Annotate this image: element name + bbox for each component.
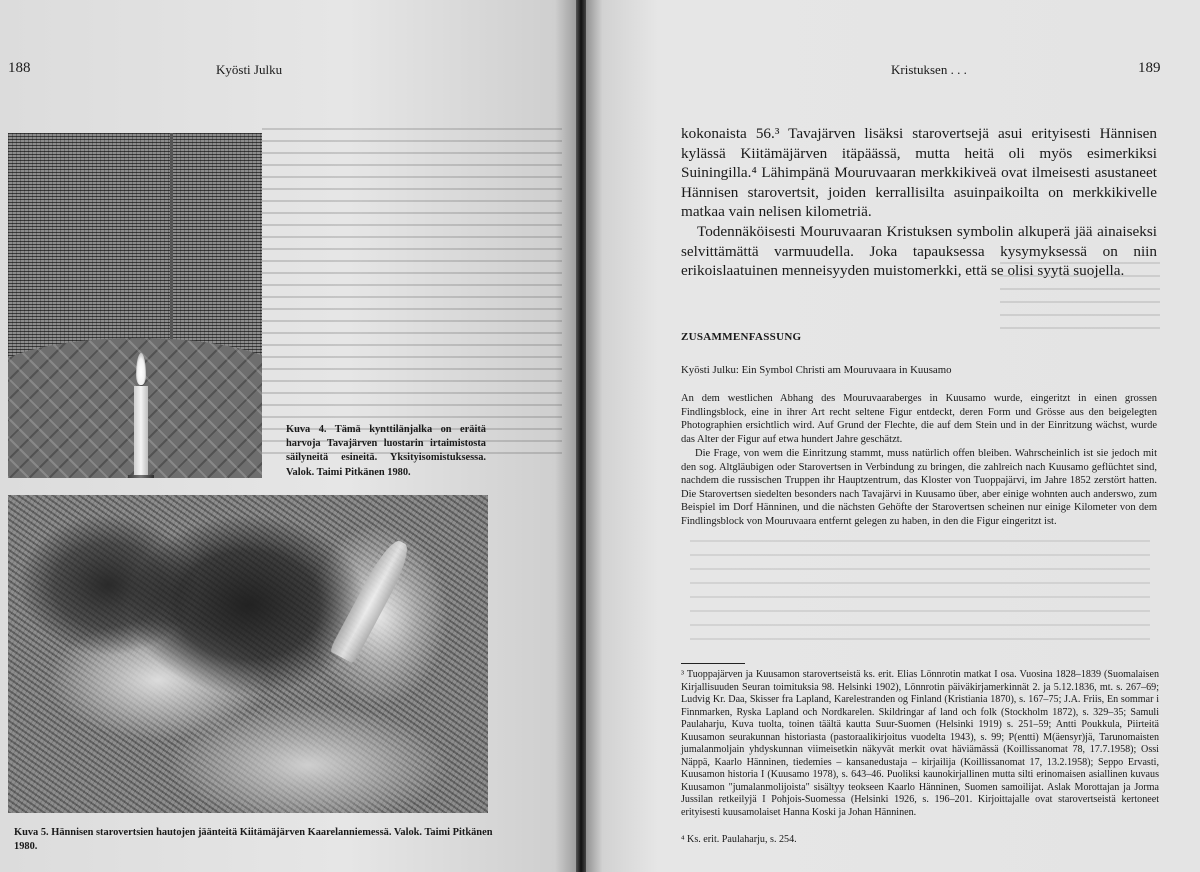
- figure5-graves-photo: [8, 495, 488, 813]
- footnote-3: ³ Tuoppajärven ja Kuusamon starovertseistä ks. erit. Elias Lönnrotin matkat I osa. Vuosina 1828–1839 (Suomalaisen Kirjallisuuden Seuran toimituksia 98. Helsinki 1902), Lönnrotin päiväkirjamerkinnät 2. ja 5.12.1836, mt. s. 267–69; Ludvig Kr. Daa, Skisser fra Lapland, Karelestranden og Finland (Kristiania 1870), s. 167–75; J.A. Friis, En sommar i Finnmarken, Ryska Lapland och Nordkarelen. Skildringar af land och folk (Stockholm 1872), s. 329–35; Samuli Paulaharju, Kuva tuolta, toinen täältä kautta Suur-Suomen (Helsinki 1919) s. 251–59; Antti Poukkula, Piirteitä Kuusamon seurakunnan historiasta (pastoraalikirjoitus vuodelta 1943), s. 99; P(entti) M(äensyr)jä, Tarunomaisten jumalanmoljain yhdyskunnan viimeisetkin näkyvät merkit ovat häviämässä (Koillissanomat 78, 17.7.1958); Ossi Näppä, Kaarlo Hänninen, tiedemies – kansanedustaja – kirjailija (Koillissanomat 17, 13.2.1958); Seppo Ervasti, Kuusamon historia I (Kuusamo 1978), s. 643–46. Puoliksi kaunokirjallinen mutta silti erinomaisen asiallinen kuvaus Kuusamon "jumalanmolijoista" sisältyy teokseen Kaarlo Hänninen, Suomen samoilijat. Aslak Morottajan ja Jorma Jussilan retkeilyjä I Pohjois-Suomessa (Helsinki 1926, s. 196–201. Kirjoittajalle ovat starovertseistä kertoneet erityisesti kuusamolaiset Hanna Koski ja Johan Hänninen.: [681, 669, 1159, 818]
- figure4-candlestick-photo: [8, 133, 262, 478]
- summary-subtitle: Kyösti Julku: Ein Symbol Christi am Mouruvaara in Kuusamo: [681, 364, 952, 376]
- running-header-left: Kyösti Julku: [216, 62, 283, 77]
- page-number-left: 188: [8, 60, 31, 76]
- body-paragraph-1: kokonaista 56.³ Tavajärven lisäksi starovertsejä asui erityisesti Hännisen kylässä Kiitämäjärven itäpäässä, mutta heitä oli myös esimerkiksi Suiningilla.⁴ Lähimpänä Mouruvaaran merkkikiveä ovat ilmeisesti asustaneet Hännisen starovertsit, joiden kerrallisilta asuinpaikoilta on merkkikivelle matkaa vain nelisen kilometriä.: [681, 125, 1157, 221]
- body-paragraph-2: Todennäköisesti Mouruvaaran Kristuksen symbolin alkuperä jää ainaiseksi selvittämättä varmuudella. Joka tapauksessa kysymyksessä on niin erikoislaatuinen menneisyyden muistomerkki, että se olisi syytä suojella.: [681, 223, 1157, 280]
- summary-paragraph-1: An dem westlichen Abhang des Mouruvaaraberges in Kuusamo wurde, eingeritzt in einen grossen Findlingsblock, eine in ihrer Art recht seltene Figur entdeckt, deren Form und Grösse aus den beigelegten Photographien ersichtlich wird. Auf Grund der Flechte, die auf dem Stein und in der Einritzung wächst, wurde das Alter der Figur auf etwa hundert Jahre geschätzt.: [681, 393, 1157, 445]
- candlestick-stem: [128, 475, 154, 478]
- photo-wall-texture: [8, 133, 262, 358]
- summary-paragraph-2: Die Frage, von wem die Einritzung stammt, muss natürlich offen bleiben. Wahrscheinlich ist sie jedoch mit den sog. Altgläubigen oder Starovertsen in Verbindung zu bringen, die zahlreich nach Kuusamo geflüchtet sind, nachdem die russischen Truppen ihr Hauptzentrum, das Kloster von Tuoppajärvi, im Jahre 1852 zerstört hatten. Die Starovertsen siedelten besonders nach Tavajärvi in Kuusamo über, aber einige wohnten auch anderswo, zum Beispiel im Dorf Hänninen, und die nächsten Gehöfte der Starovertsen scheinen nur einige Kilometer von dem Findlingsblock von Mouruvaara entfernt gelegen zu haben, in den die Figur eingeritzt ist.: [681, 448, 1157, 527]
- photo-stone-highlight: [329, 536, 415, 664]
- summary-heading: ZUSAMMENFASSUNG: [681, 331, 802, 343]
- page-number-right: 189: [1138, 60, 1161, 76]
- candle: [134, 386, 148, 478]
- running-header-right: Kristuksen . . .: [891, 62, 967, 77]
- figure4-caption: Kuva 4. Tämä kynttilänjalka on eräitä harvoja Tavajärven luostarin irtaimistosta säilyneitä esineitä. Yksityisomistuksessa. Valok. Taimi Pitkänen 1980.: [286, 424, 486, 478]
- book-gutter: [576, 0, 586, 872]
- footnote-4: ⁴ Ks. erit. Paulaharju, s. 254.: [681, 834, 797, 845]
- footnote-rule: [681, 663, 745, 664]
- bleed-through-text-right-lower: [690, 540, 1150, 650]
- photo-wall-seam: [170, 133, 173, 358]
- figure5-caption: Kuva 5. Hännisen starovertsien hautojen jäänteitä Kiitämäjärven Kaarelanniemessä. Valok. Taimi Pitkänen 1980.: [14, 827, 493, 852]
